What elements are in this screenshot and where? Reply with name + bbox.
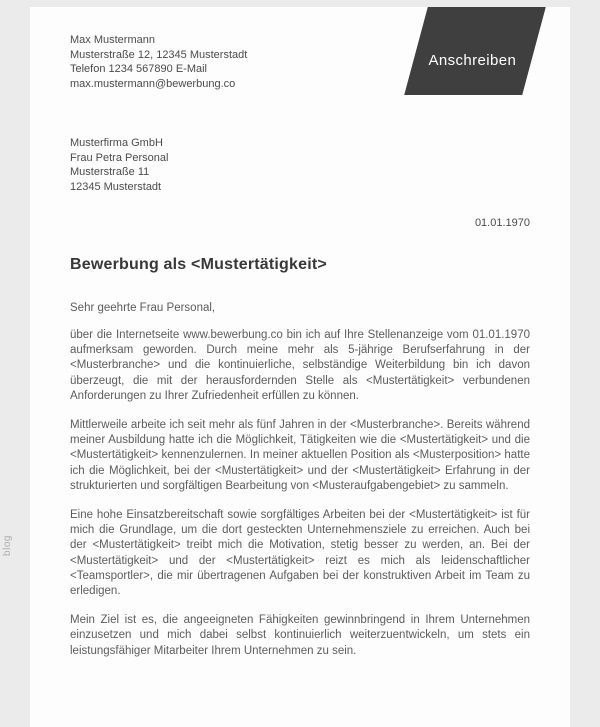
body-paragraph-1: über die Internetseite www.bewerbung.co bin ich auf Ihre Stellenanzeige vom 01.01.1970 aufmerksam geworden. Durch meine mehr als 5-jährige Berufserfahrung in der <Musterbranche> und die kontinuierliche, selbständige Weiterbildung bin ich davon überzeugt, die mit der herausfordernden Stelle als <Mustertätigkeit> verbundenen Anforderungen zu Ihrer Zufriedenheit erfüllen zu können. [70,329,530,402]
sender-block [70,33,370,91]
sender-name: Max Mustermann [70,34,155,46]
recipient-contact-person: Frau Petra Personal [70,151,169,164]
sender-address: Musterstraße 12, 12345 Musterstadt [70,48,248,61]
letter-content [30,7,570,659]
body-paragraph-4: Mein Ziel ist es, die angeeigneten Fähigkeiten gewinnbringend in Ihrem Unternehmen einzusetzen und mich dabei selbst kontinuierlich weiterzuentwickeln, um stets ein leistungsfähiger Mitarbeiter Ihrem Unternehmen zu sein. [70,614,530,657]
recipient-company: Musterfirma GmbH [70,137,163,149]
body-paragraph-2: Mittlerweile arbeite ich seit mehr als fünf Jahren in der <Musterbranche>. Bereits während meiner Ausbildung hatte ich die Möglichkeit, Tätigkeiten wie die <Mustertätigkeit> und die <Mustertätigkeit> kennenzulernen. In meiner aktuellen Position als <Musterposition> hatte ich die Möglichkeit, bei der <Mustertätigkeit> und der <Mustertätigkeit> Erfahrung in der strukturierten und sorgfältigen Bearbeitung von <Musteraufgabengebiet> zu sammeln. [70,419,530,492]
letter-page [30,7,570,727]
blog-watermark: blog [1,535,13,556]
sender-contact: Telefon 1234 567890 E-Mail max.mustermann@bewerbung.co [70,63,236,90]
recipient-block [70,136,530,194]
banner-label: Anschreiben [428,52,517,69]
subject-line: Bewerbung als <Mustertätigkeit> [70,256,327,273]
body-paragraph-3: Eine hohe Einsatzbereitschaft sowie sorgfältiges Arbeiten bei der <Mustertätigkeit> ist für mich die Grundlage, um die dort gesteckten Unternehmensziele zu erreichen. Auch bei der <Mustertätigkeit> treibt mich die Motivation, stetig besser zu werden, an. Bei der <Mustertätigkeit> und der <Mustertätigkeit> reizt es mich als leidenschaftlicher <Teamsportler>, die mir übertragenen Aufgaben bei der konstruktiven Arbeit im Team zu erledigen. [70,509,530,598]
recipient-street: Musterstraße 11 [70,166,150,178]
salutation: Sehr geehrte Frau Personal, [70,302,216,314]
letter-date: 01.01.1970 [474,217,530,229]
recipient-city: 12345 Musterstadt [70,180,162,193]
